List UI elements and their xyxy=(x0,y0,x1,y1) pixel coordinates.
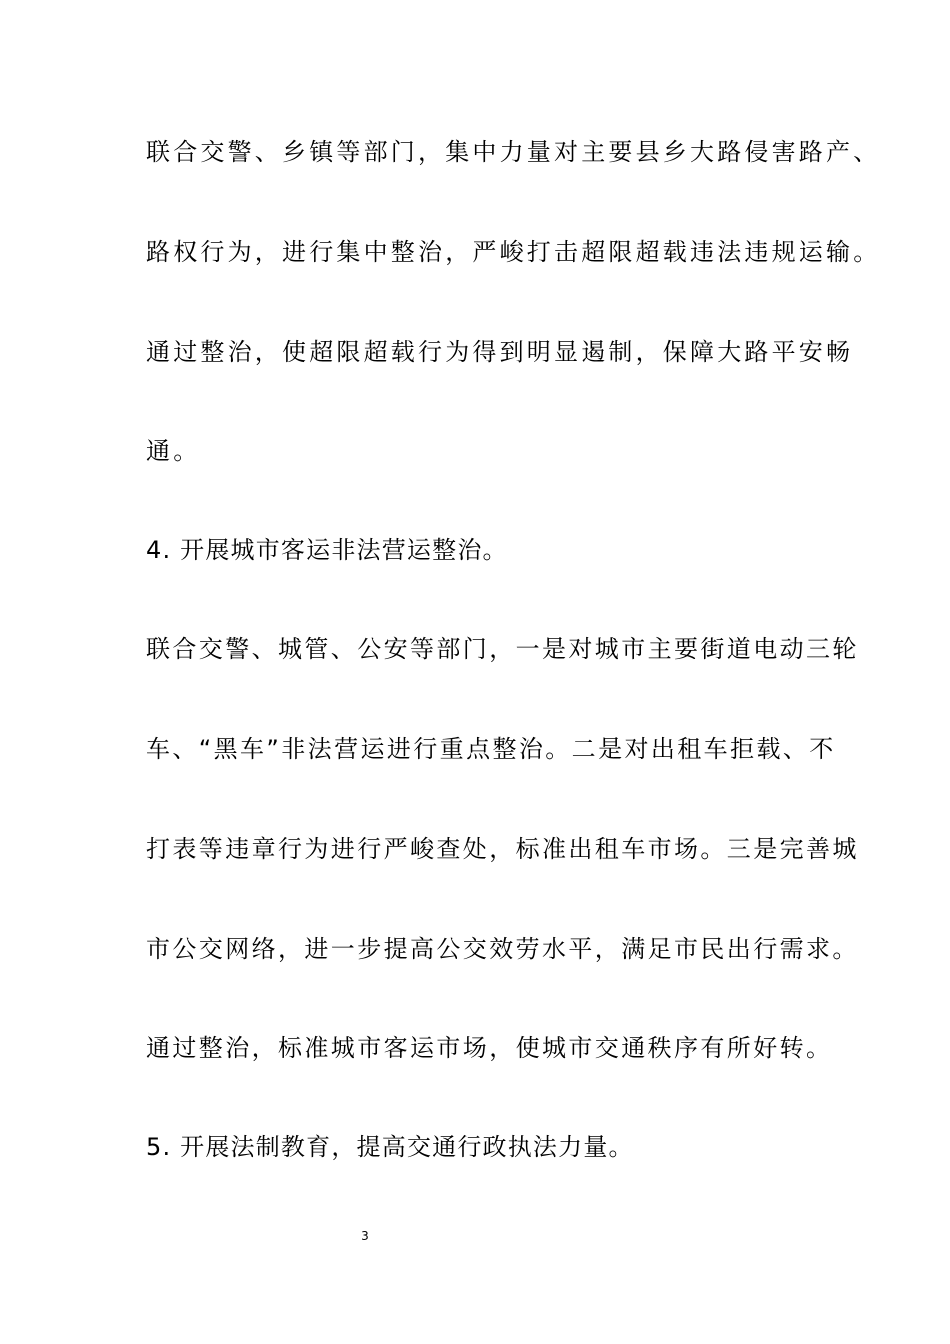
page-number: 3 xyxy=(361,1229,369,1243)
section-heading: 4. 开展城市客运非法营运整治。 xyxy=(146,536,508,564)
paragraph-line: 联合交警、乡镇等部门，集中力量对主要县乡大路侵害路产、 xyxy=(146,138,881,166)
paragraph-line: 联合交警、城管、公安等部门，一是对城市主要街道电动三轮 xyxy=(146,635,859,663)
paragraph-line: 通过整治，使超限超载行为得到明显遏制，保障大路平安畅 xyxy=(146,338,854,366)
paragraph-line: 路权行为，进行集中整治，严峻打击超限超载违法违规运输。 xyxy=(146,238,881,266)
paragraph-line: 车、“黑车”非法营运进行重点整治。二是对出租车拒载、不 xyxy=(146,735,836,763)
paragraph-line: 通。 xyxy=(146,437,201,465)
paragraph-line: 通过整治，标准城市客运市场，使城市交通秩序有所好转。 xyxy=(146,1034,833,1062)
paragraph-line: 打表等违章行为进行严峻查处，标准出租车市场。三是完善城 xyxy=(146,835,859,863)
section-heading: 5. 开展法制教育，提高交通行政执法力量。 xyxy=(146,1133,634,1161)
paragraph-line: 市公交网络，进一步提高公交效劳水平，满足市民出行需求。 xyxy=(146,935,859,963)
